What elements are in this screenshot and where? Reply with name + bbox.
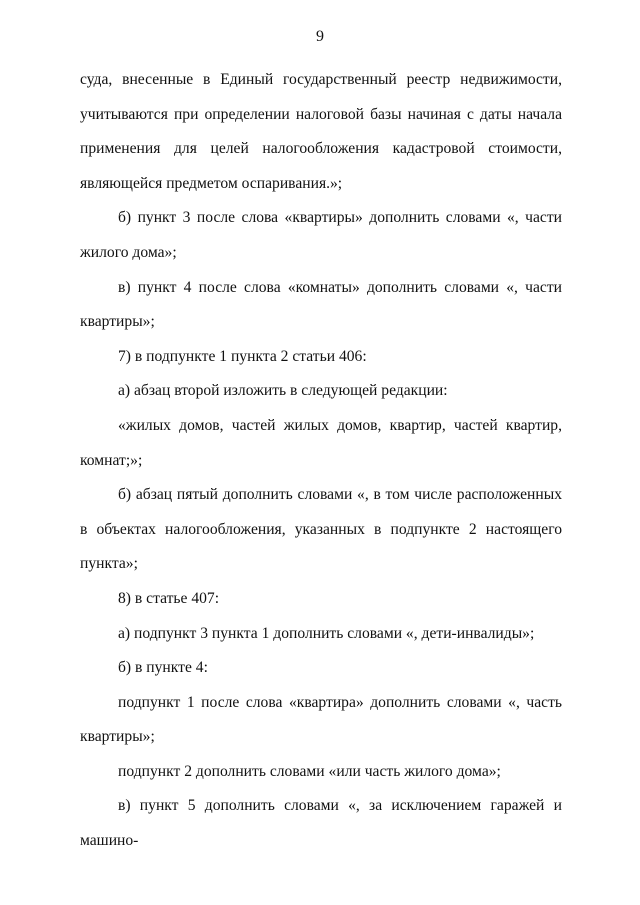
paragraph-continuation: суда, внесенные в Единый государственный реестр недвижимости, учитываются при определении налоговой базы начиная с даты начала применения для целей налогообложения кадастровой стоимости, являющейся предметом оспаривания.»; [80, 71, 562, 192]
paragraph-item-b-punkt-3: б) пункт 3 после слова «квартиры» дополнить словами «, части жилого дома»; [80, 209, 562, 261]
paragraph-quoted-text: «жилых домов, частей жилых домов, квартир, частей квартир, комнат;»; [80, 416, 562, 469]
paragraph-item-a-podpunkt-3: а) подпункт 3 пункта 1 дополнить словами «, дети-инвалиды»; [118, 624, 535, 642]
paragraph-item-v-punkt-5: в) пункт 5 дополнить словами «, за исключением гаражей и машино- [80, 797, 562, 850]
paragraph-podpunkt-2: подпункт 2 дополнить словами «или часть жилого дома»; [118, 762, 501, 780]
paragraph-item-8-statya-407: 8) в статье 407: [118, 589, 220, 607]
page-number: 9 [316, 28, 324, 45]
paragraph-item-v-punkt-4: в) пункт 4 после слова «комнаты» дополнить словами «, части квартиры»; [80, 278, 562, 331]
paragraph-podpunkt-1: подпункт 1 после слова «квартира» дополнить словами «, часть квартиры»; [80, 693, 562, 746]
document-body [80, 63, 562, 859]
paragraph-item-7-statya-406: 7) в подпункте 1 пункта 2 статьи 406: [118, 347, 367, 365]
paragraph-item-a-abzac-vtoroy: а) абзац второй изложить в следующей редакции: [118, 382, 448, 400]
paragraph-item-b-punkt-4: б) в пункте 4: [118, 659, 208, 677]
paragraph-item-b-abzac-pyatyy: б) абзац пятый дополнить словами «, в том числе расположенных в объектах налогообложения, указанных в подпункте 2 настоящего пункта»; [80, 486, 562, 573]
